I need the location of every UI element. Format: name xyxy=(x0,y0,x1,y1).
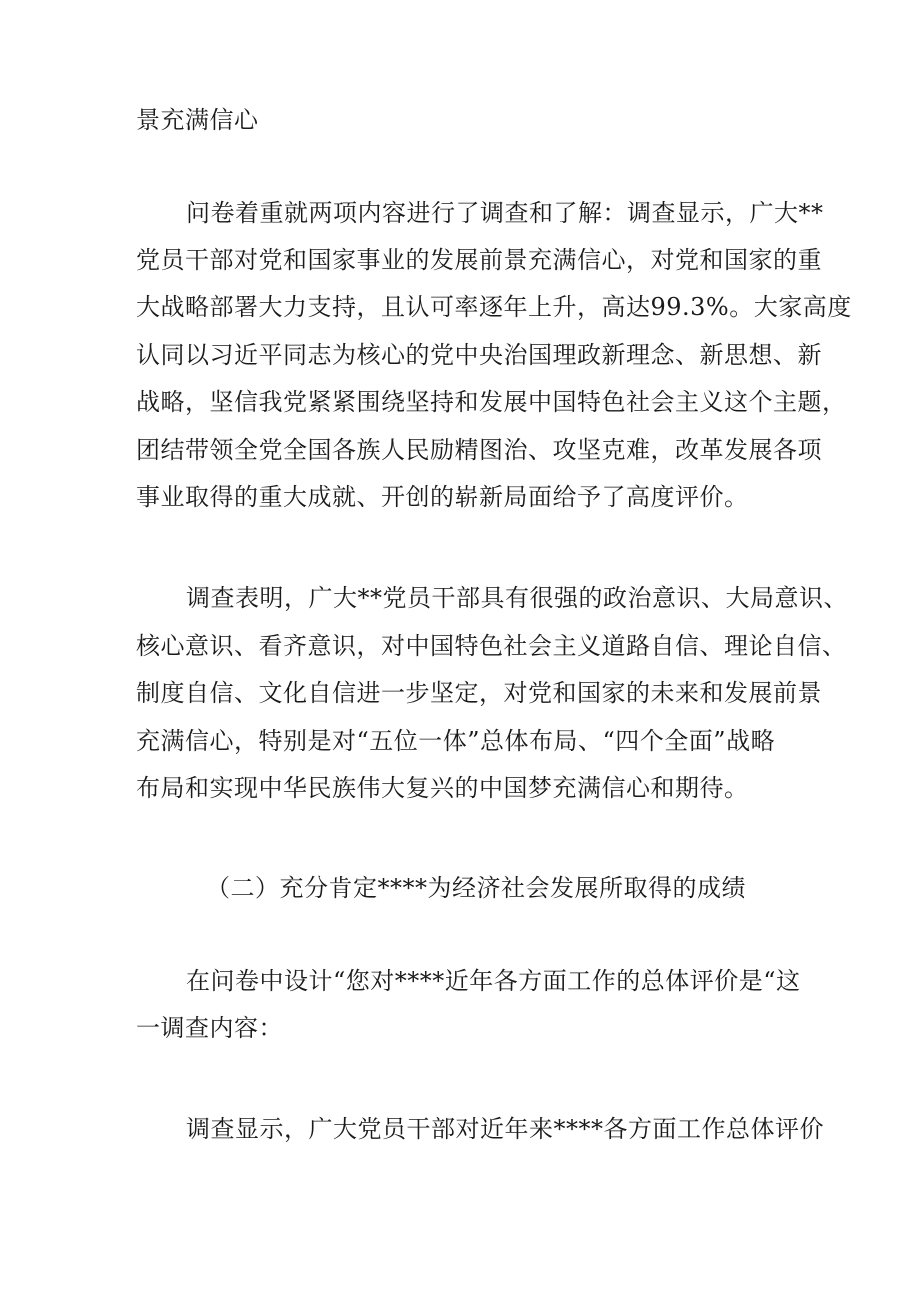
paragraph-line: 团结带领全党全国各族人民励精图治、攻坚克难，改革发展各项 xyxy=(136,436,822,464)
paragraph-line: 景充满信心 xyxy=(136,106,259,134)
section-heading: （二）充分肯定****为经济社会发展所取得的成绩 xyxy=(206,874,746,902)
paragraph-line: 问卷着重就两项内容进行了调查和了解：调查显示，广大** xyxy=(186,199,824,227)
paragraph-line: 布局和实现中华民族伟大复兴的中国梦充满信心和期待。 xyxy=(136,774,749,802)
paragraph-line: 事业取得的重大成就、开创的崭新局面给予了高度评价。 xyxy=(136,483,749,511)
paragraph-line: 党员干部对党和国家事业的发展前景充满信心，对党和国家的重 xyxy=(136,246,822,274)
paragraph-line: 战略，坚信我党紧紧围绕坚持和发展中国特色社会主义这个主题， xyxy=(136,388,847,416)
paragraph-line: 认同以习近平同志为核心的党中央治国理政新理念、新思想、新 xyxy=(136,341,822,369)
paragraph-line: 一调查内容： xyxy=(136,1014,283,1042)
paragraph-line: 核心意识、看齐意识，对中国特色社会主义道路自信、理论自信、 xyxy=(136,632,847,660)
paragraph-line: 在问卷中设计“您对****近年各方面工作的总体评价是“这 xyxy=(186,967,801,995)
paragraph-line: 调查显示，广大党员干部对近年来****各方面工作总体评价 xyxy=(186,1115,824,1143)
paragraph-line: 制度自信、文化自信进一步坚定，对党和国家的未来和发展前景 xyxy=(136,679,822,707)
paragraph-line: 调查表明，广大**党员干部具有很强的政治意识、大局意识、 xyxy=(186,584,848,612)
paragraph-line: 充满信心，特别是对“五位一体”总体布局、“四个全面”战略 xyxy=(136,727,776,755)
paragraph-line: 大战略部署大力支持，且认可率逐年上升，高达99.3%。大家高度 xyxy=(136,293,852,321)
